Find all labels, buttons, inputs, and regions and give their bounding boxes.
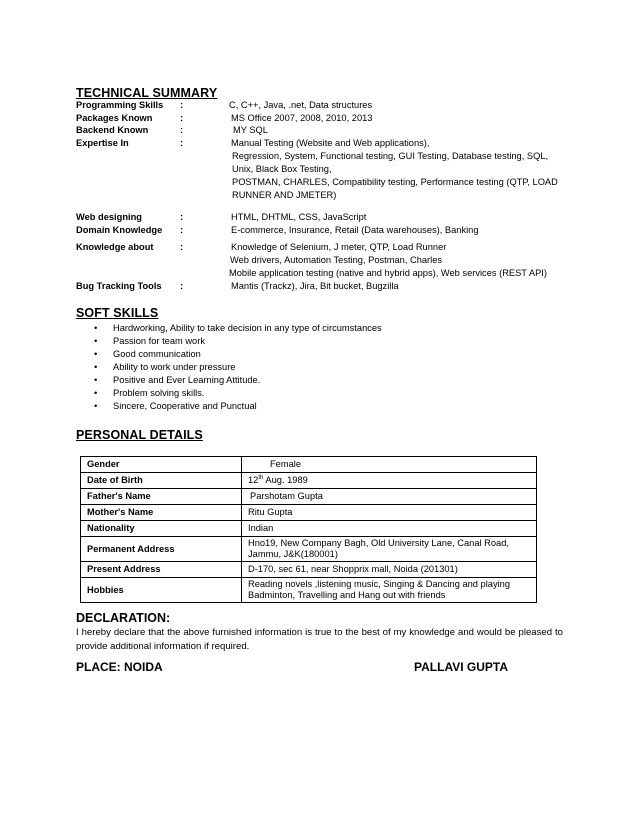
tech-colon: : <box>180 281 184 291</box>
tech-label-knowledge: Knowledge about <box>76 242 154 252</box>
tech-value-expertise-2: Regression, System, Functional testing, GUI Testing, Database testing, SQL, <box>232 151 549 161</box>
dob-suffix: th <box>258 474 264 481</box>
hobbies-line: Reading novels ,listening music, Singing & Dancing and playing <box>248 579 511 589</box>
tech-value-expertise-5: RUNNER AND JMETER) <box>232 190 337 200</box>
soft-skill-item: • Sincere, Cooperative and Punctual <box>94 400 382 413</box>
detail-value <box>242 537 537 562</box>
detail-key: Gender <box>81 457 242 473</box>
place-label: PLACE: NOIDA <box>76 660 163 674</box>
soft-skill-item: • Hardworking, Ability to take decision in any type of circumstances <box>94 322 382 335</box>
detail-key: Mother's Name <box>81 505 242 521</box>
signature-name: PALLAVI GUPTA <box>414 660 508 674</box>
table-row <box>81 562 537 578</box>
detail-value <box>242 578 537 603</box>
table-row <box>81 537 537 562</box>
soft-skills-list <box>94 322 382 413</box>
hobbies-line: Badminton, Travelling and Hang out with friends <box>248 590 446 600</box>
table-row <box>81 489 537 505</box>
personal-details-heading: PERSONAL DETAILS <box>76 428 203 442</box>
detail-value: Ritu Gupta <box>242 505 537 521</box>
table-row <box>81 457 537 473</box>
tech-value-expertise-3: Unix, Black Box Testing, <box>232 164 332 174</box>
tech-value-bugtracking: Mantis (Trackz), Jira, Bit bucket, Bugzilla <box>231 281 399 291</box>
tech-label-expertise: Expertise In <box>76 138 129 148</box>
tech-colon: : <box>180 138 184 148</box>
detail-value <box>242 473 537 489</box>
detail-key: Date of Birth <box>81 473 242 489</box>
tech-colon: : <box>180 100 184 110</box>
tech-label-domain: Domain Knowledge <box>76 225 163 235</box>
tech-value-web: HTML, DHTML, CSS, JavaScript <box>231 212 367 222</box>
table-row <box>81 578 537 603</box>
detail-value: Female <box>242 457 537 473</box>
dob-rest: Aug. 1989 <box>263 475 308 485</box>
soft-skill-item: • Ability to work under pressure <box>94 361 382 374</box>
detail-key: Hobbies <box>81 578 242 603</box>
tech-value-expertise-1: Manual Testing (Website and Web applications), <box>231 138 430 148</box>
declaration-text: I hereby declare that the above furnished information is true to the best of my knowledge and would be pleased to provide additional information if required. <box>76 627 563 652</box>
soft-skill-item: • Problem solving skills. <box>94 387 382 400</box>
detail-value: Parshotam Gupta <box>242 489 537 505</box>
tech-colon: : <box>180 242 184 252</box>
soft-skill-item: • Good communication <box>94 348 382 361</box>
tech-value-knowledge-2: Web drivers, Automation Testing, Postman, Charles <box>230 255 443 265</box>
tech-label-programming: Programming Skills <box>76 100 164 110</box>
tech-colon: : <box>180 113 184 123</box>
tech-label-bugtracking: Bug Tracking Tools <box>76 281 162 291</box>
detail-key: Father's Name <box>81 489 242 505</box>
tech-value-programming: C, C++, Java, .net, Data structures <box>229 100 373 110</box>
tech-value-domain: E-commerce, Insurance, Retail (Data warehouses), Banking <box>231 225 479 235</box>
dob-day: 12 <box>248 475 259 485</box>
tech-label-web: Web designing <box>76 212 142 222</box>
tech-colon: : <box>180 225 184 235</box>
tech-value-knowledge-3: Mobile application testing (native and hybrid apps), Web services (REST API) <box>229 268 547 278</box>
tech-colon: : <box>180 212 184 222</box>
detail-value: D-170, sec 61, near Shopprix mall, Noida (201301) <box>242 562 537 578</box>
table-row <box>81 473 537 489</box>
address-line: Jammu, J&K(180001) <box>248 549 338 559</box>
table-row <box>81 505 537 521</box>
detail-value: Indian <box>242 521 537 537</box>
soft-skills-heading: SOFT SKILLS <box>76 306 159 320</box>
table-row <box>81 521 537 537</box>
tech-label-packages: Packages Known <box>76 113 153 123</box>
tech-value-backend: MY SQL <box>233 125 268 135</box>
tech-value-packages: MS Office 2007, 2008, 2010, 2013 <box>231 113 373 123</box>
detail-key: Permanent Address <box>81 537 242 562</box>
declaration-heading: DECLARATION: <box>76 611 171 625</box>
detail-key: Nationality <box>81 521 242 537</box>
tech-value-expertise-4: POSTMAN, CHARLES, Compatibility testing, Performance testing (QTP, LOAD <box>232 177 558 187</box>
address-line: Hno19, New Company Bagh, Old University Lane, Canal Road, <box>248 538 509 548</box>
tech-value-knowledge-1: Knowledge of Selenium, J meter, QTP, Load Runner <box>231 242 447 252</box>
soft-skill-item: • Positive and Ever Learning Attitude. <box>94 374 382 387</box>
tech-colon: : <box>180 125 184 135</box>
detail-key: Present Address <box>81 562 242 578</box>
soft-skill-item: • Passion for team work <box>94 335 382 348</box>
personal-details-table <box>80 456 537 603</box>
tech-label-backend: Backend Known <box>76 125 149 135</box>
technical-summary-heading: TECHNICAL SUMMARY <box>76 86 218 100</box>
